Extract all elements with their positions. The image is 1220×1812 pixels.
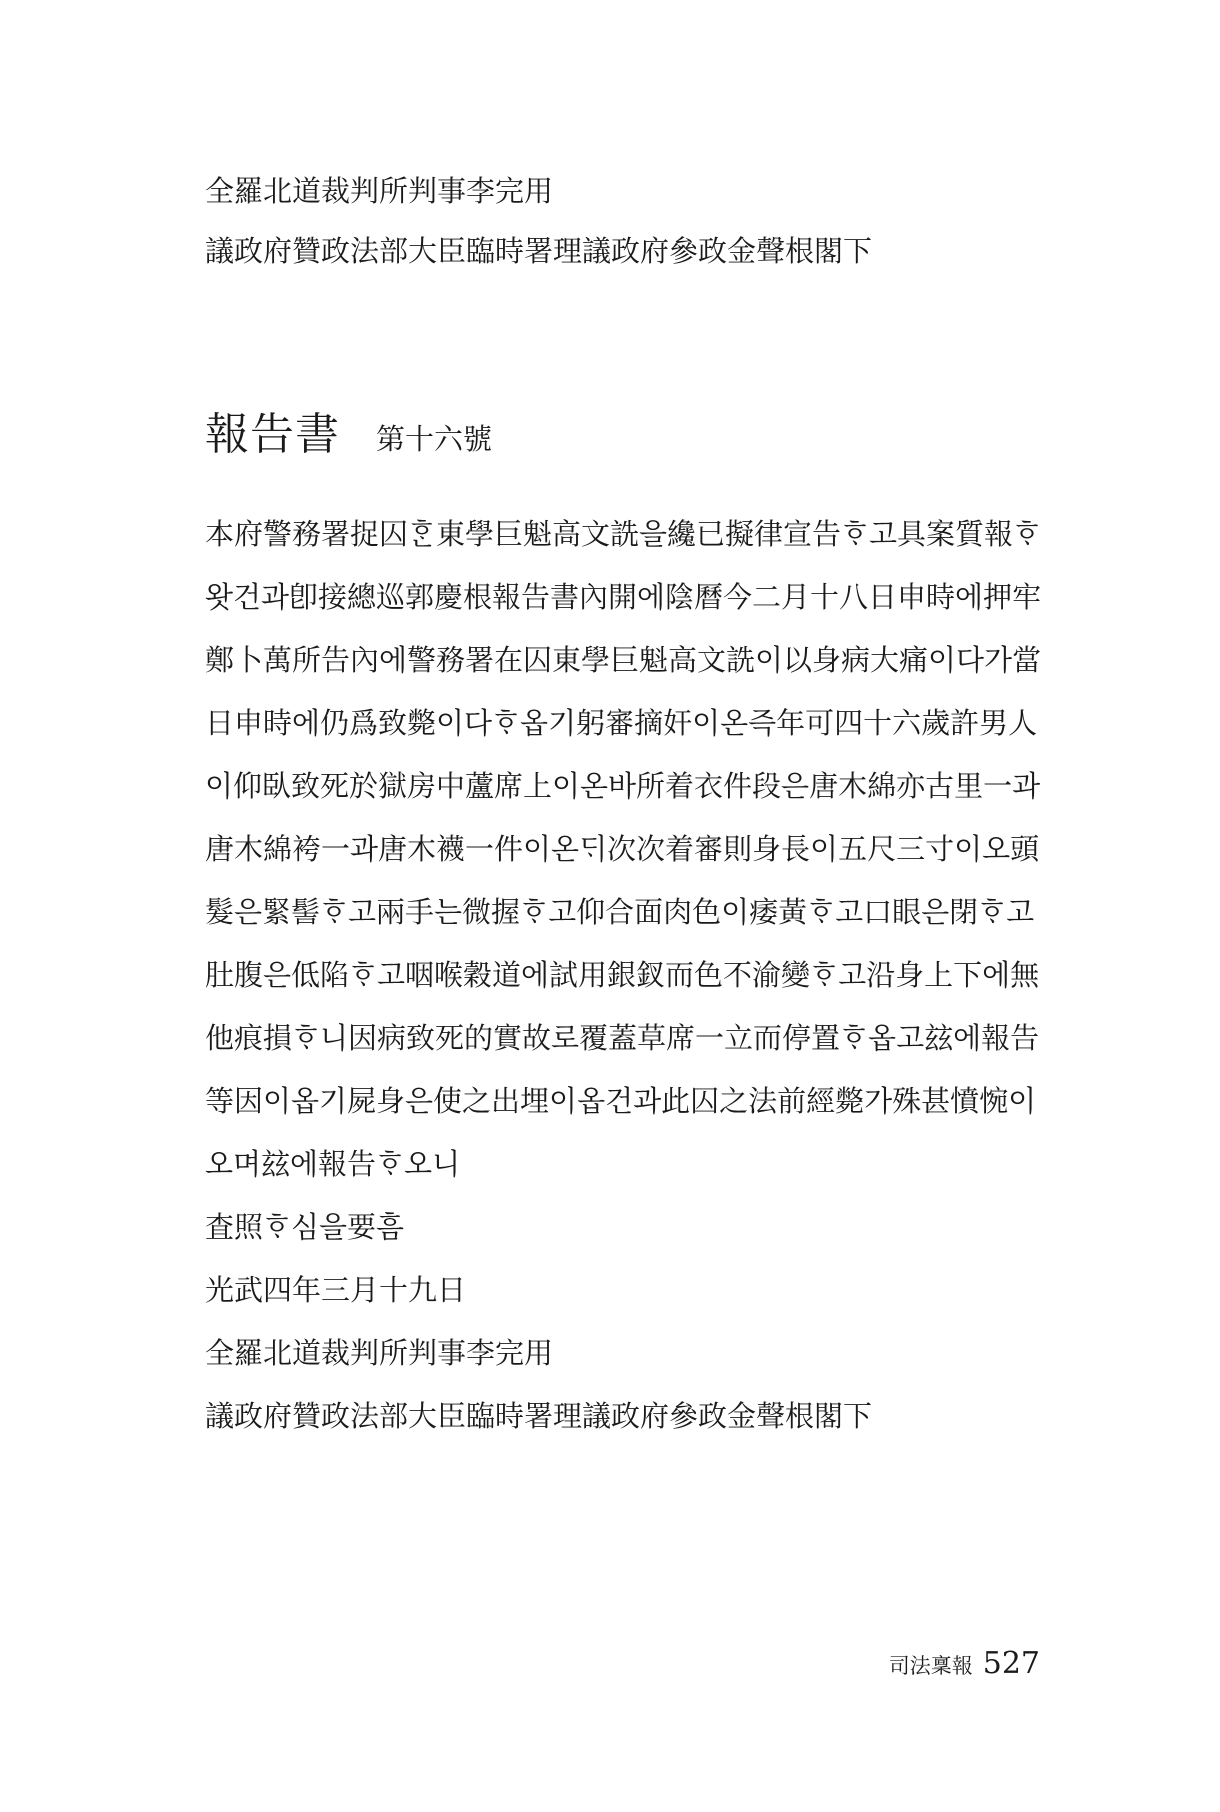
page-number: 527 [982,1646,1040,1681]
body-line: 日申時에仍爲致斃이다ᄒᆞ옵기躬審摘奸이온즉年可四十六歲許男人 [205,706,1038,740]
judge-line: 全羅北道裁判所判事李完用 [205,1336,554,1370]
top-recipient-line: 議政府贊政法部大臣臨時署理議政府參政金聲根閣下 [205,234,873,268]
journal-name: 司法稟報 [888,1654,973,1678]
body-line: 왓건과卽接總巡郭慶根報告書內開에陰曆今二月十八日申時에押牢 [205,580,1042,614]
recipient-line: 議政府贊政法部大臣臨時署理議政府參政金聲根閣下 [205,1399,873,1433]
report-number: 第十六號 [376,422,493,456]
page-footer [889,1646,1040,1681]
request-line: 査照ᄒᆞ심을要흠 [205,1210,405,1244]
body-line: 等因이옵기屍身은使之出埋이옵건과此囚之法前經斃가殊甚憤惋이 [205,1084,1037,1118]
report-title: 報告書 [205,409,340,460]
body-line: 他痕損ᄒᆞ니因病致死的實故로覆蓋草席一立而停置ᄒᆞ옵고玆에報告 [205,1021,1040,1055]
body-line: 肚腹은低陷ᄒᆞ고咽喉穀道에試用銀釵而色不渝變ᄒᆞ고沿身上下에無 [205,958,1040,992]
report-heading [205,398,492,462]
body-line: 鄭卜萬所告內에警務署在囚東學巨魁高文詵이以身病大痛이다가當 [205,643,1042,677]
top-judge-line: 全羅北道裁判所判事李完用 [205,174,554,208]
body-line: 髮은緊髻ᄒᆞ고兩手는微握ᄒᆞ고仰合面肉色이痿黃ᄒᆞ고口眼은閉ᄒᆞ고 [205,895,1035,929]
body-line: 本府警務署捉囚ᄒᆞᆫ東學巨魁高文詵을纔已擬律宣告ᄒᆞ고具案質報ᄒᆞ [205,517,1042,551]
date-line: 光武四年三月十九日 [205,1273,467,1307]
body-line: 오며玆에報告ᄒᆞ오니 [205,1147,461,1181]
body-line: 이仰臥致死於獄房中蘆席上이온바所着衣件段은唐木綿亦古里一과 [205,769,1041,803]
body-line: 唐木綿袴一과唐木襪一件이온ᄃᆡ次次着審則身長이五尺三寸이오頭 [205,832,1040,866]
